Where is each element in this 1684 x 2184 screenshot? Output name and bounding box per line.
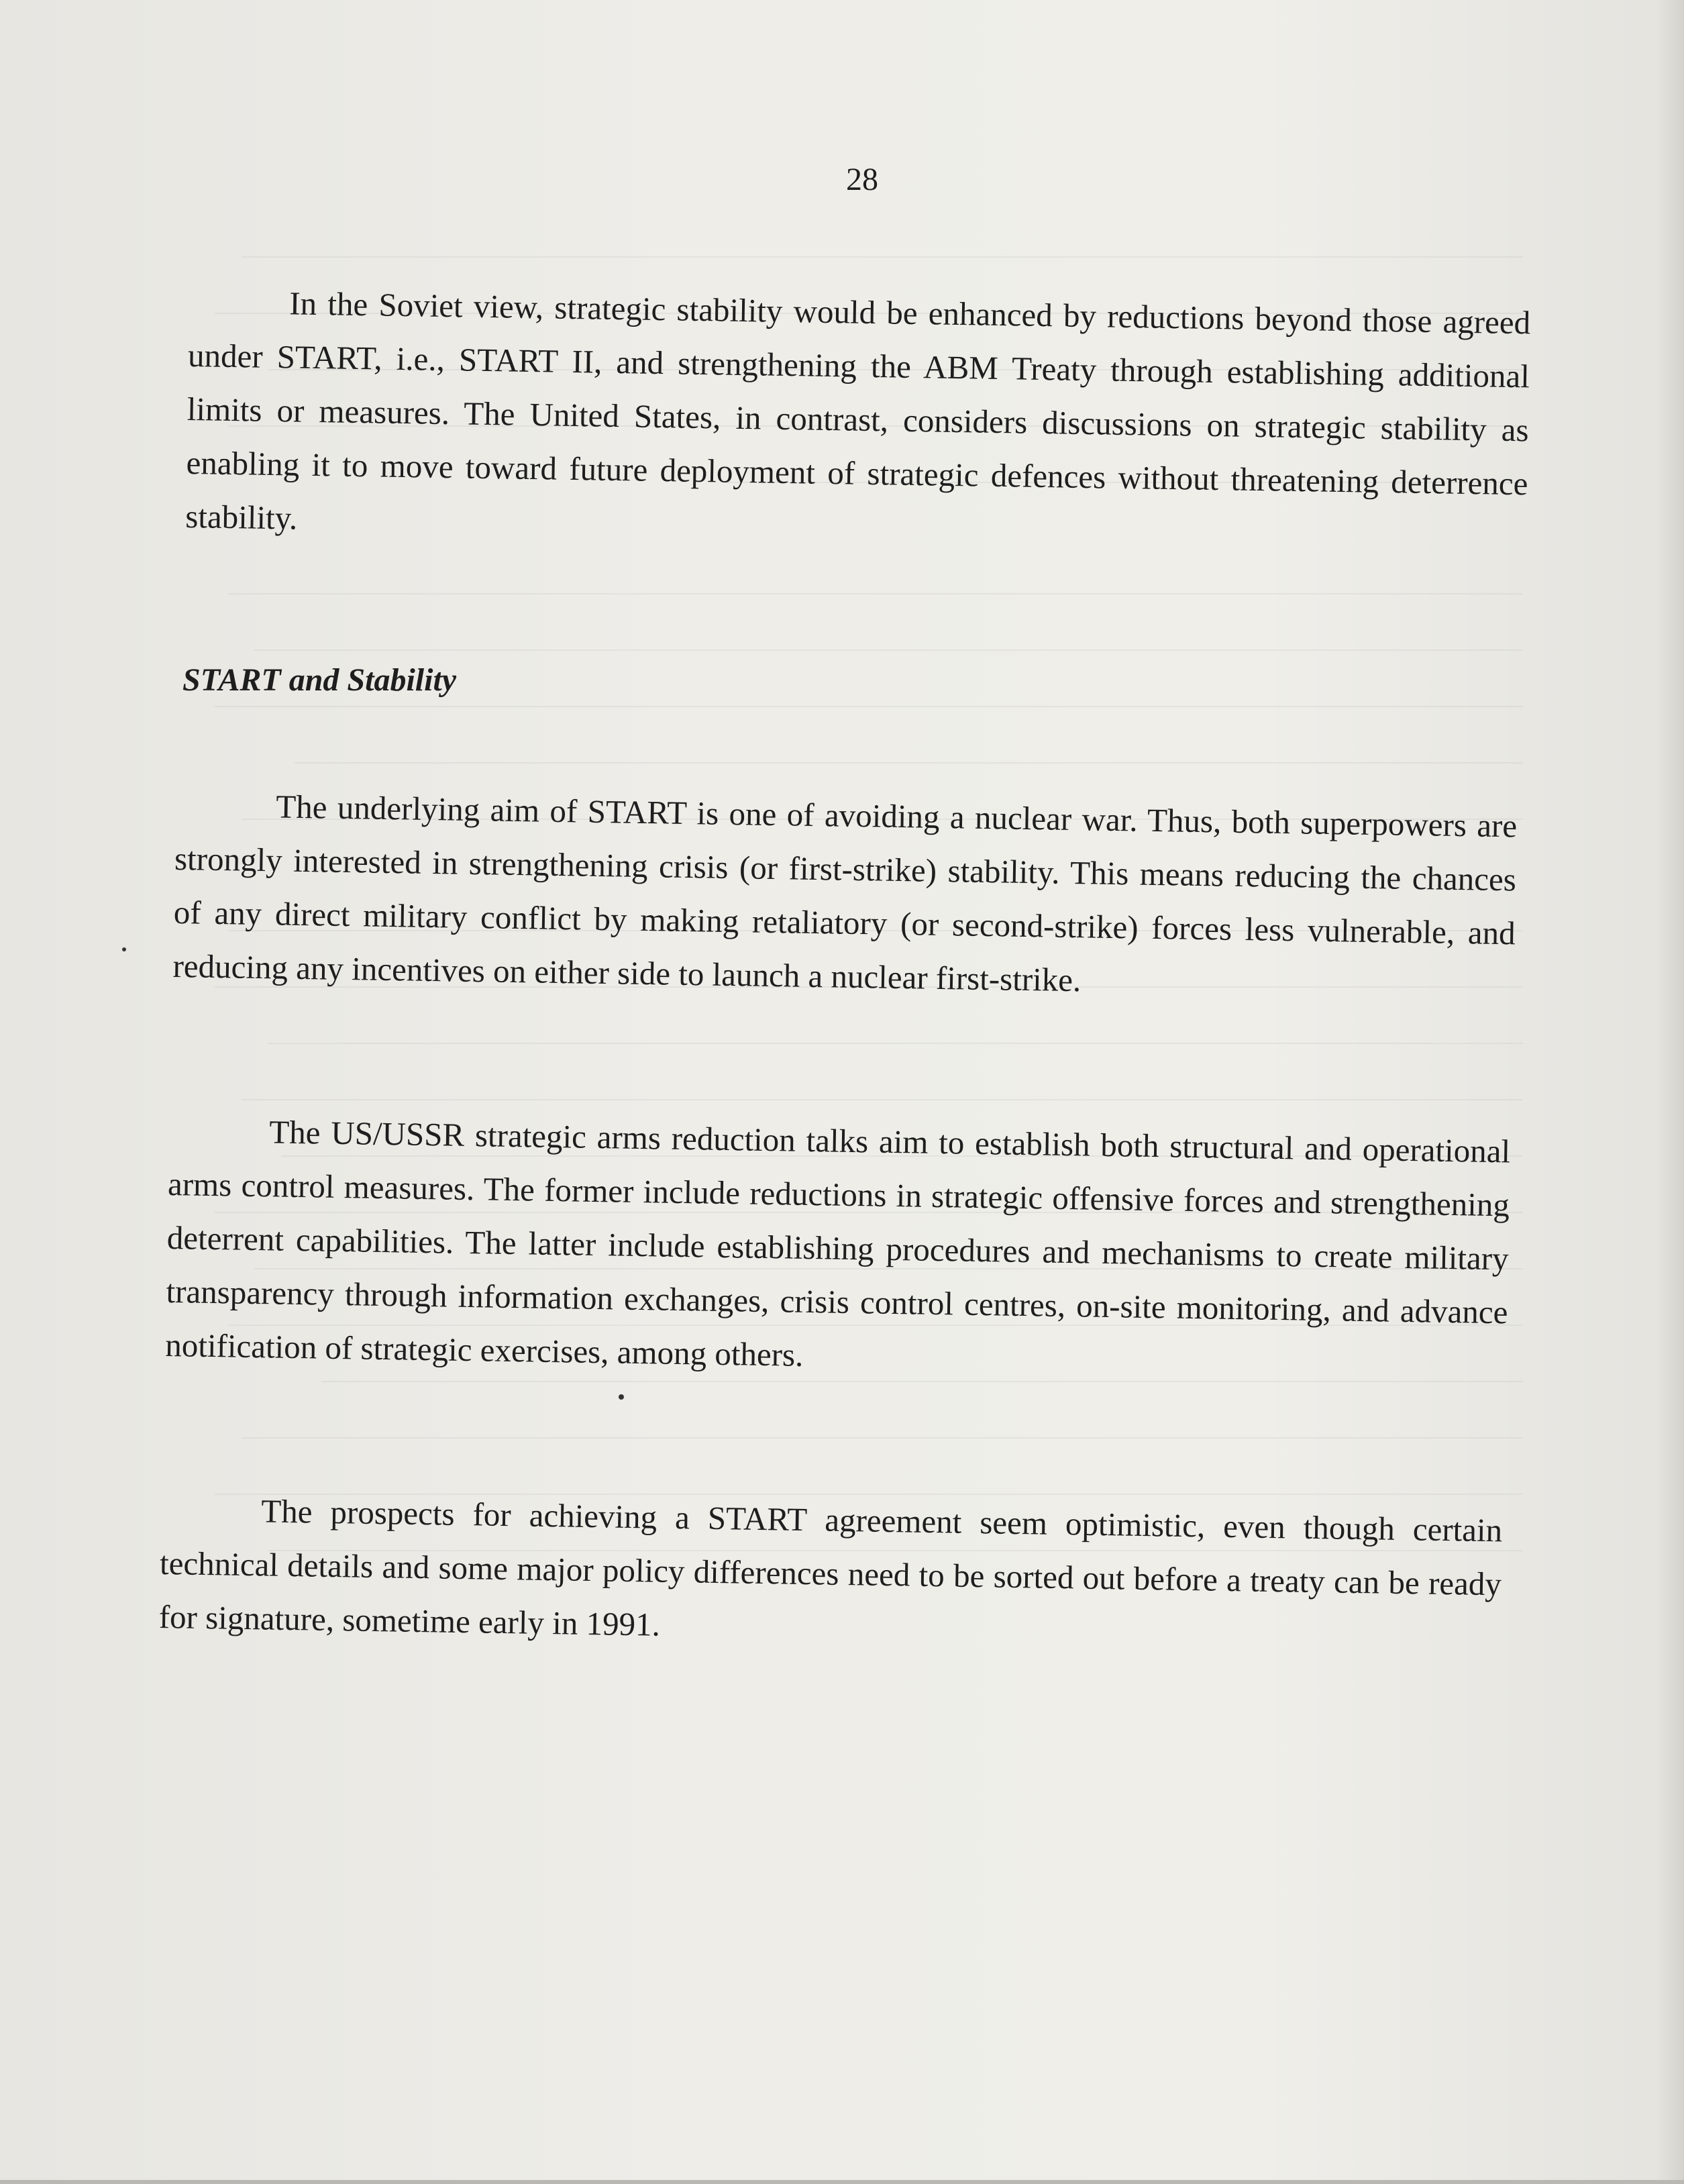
paper-speck <box>122 947 126 951</box>
paragraph-soviet-view: In the Soviet view, strategic stability would be enhanced by reductions beyond those agreed under START, i.e., START II, and strengthening the ABM Treaty through establishing additional limits or measures. The United States, in contrast, considers discussions on strategic stability as enabling it to move toward future deployment of strategic defences without threatening deterrence stability. <box>185 284 1531 537</box>
paragraph-reduction-talks: The US/USSR strategic arms reduction talks aim to establish both structural and operational arms control measures. The former include reductions in strategic offensive forces and strengthening deterrent capabilities. The latter include establishing procedures and mechanisms to create military transparency through information exchanges, crisis control centres, on-site monitoring, and advance notification of strategic exercises, among others. <box>164 1113 1511 1373</box>
paragraph-underlying-aim: The underlying aim of START is one of avoiding a nuclear war. Thus, both superpowers are strongly interested in strengthening crisis (or first-strike) stability. This means reducing the chances of any direct military conflict by making retaliatory (or second-strike) forces less vulnerable, and reducing any incentives on either side to launch a nuclear first-strike. <box>172 788 1518 999</box>
page-number: 28 <box>846 162 878 197</box>
paper-speck <box>619 1394 624 1400</box>
section-heading: START and Stability <box>182 662 457 698</box>
paragraph-prospects: The prospects for achieving a START agreement seem optimistic, even though certain technical details and some major policy differences need to be sorted out before a treaty can be ready for signature, sometime early in 1991. <box>158 1492 1503 1643</box>
page-bottom-edge <box>0 2180 1684 2184</box>
page-edge-shadow <box>1657 0 1684 2184</box>
